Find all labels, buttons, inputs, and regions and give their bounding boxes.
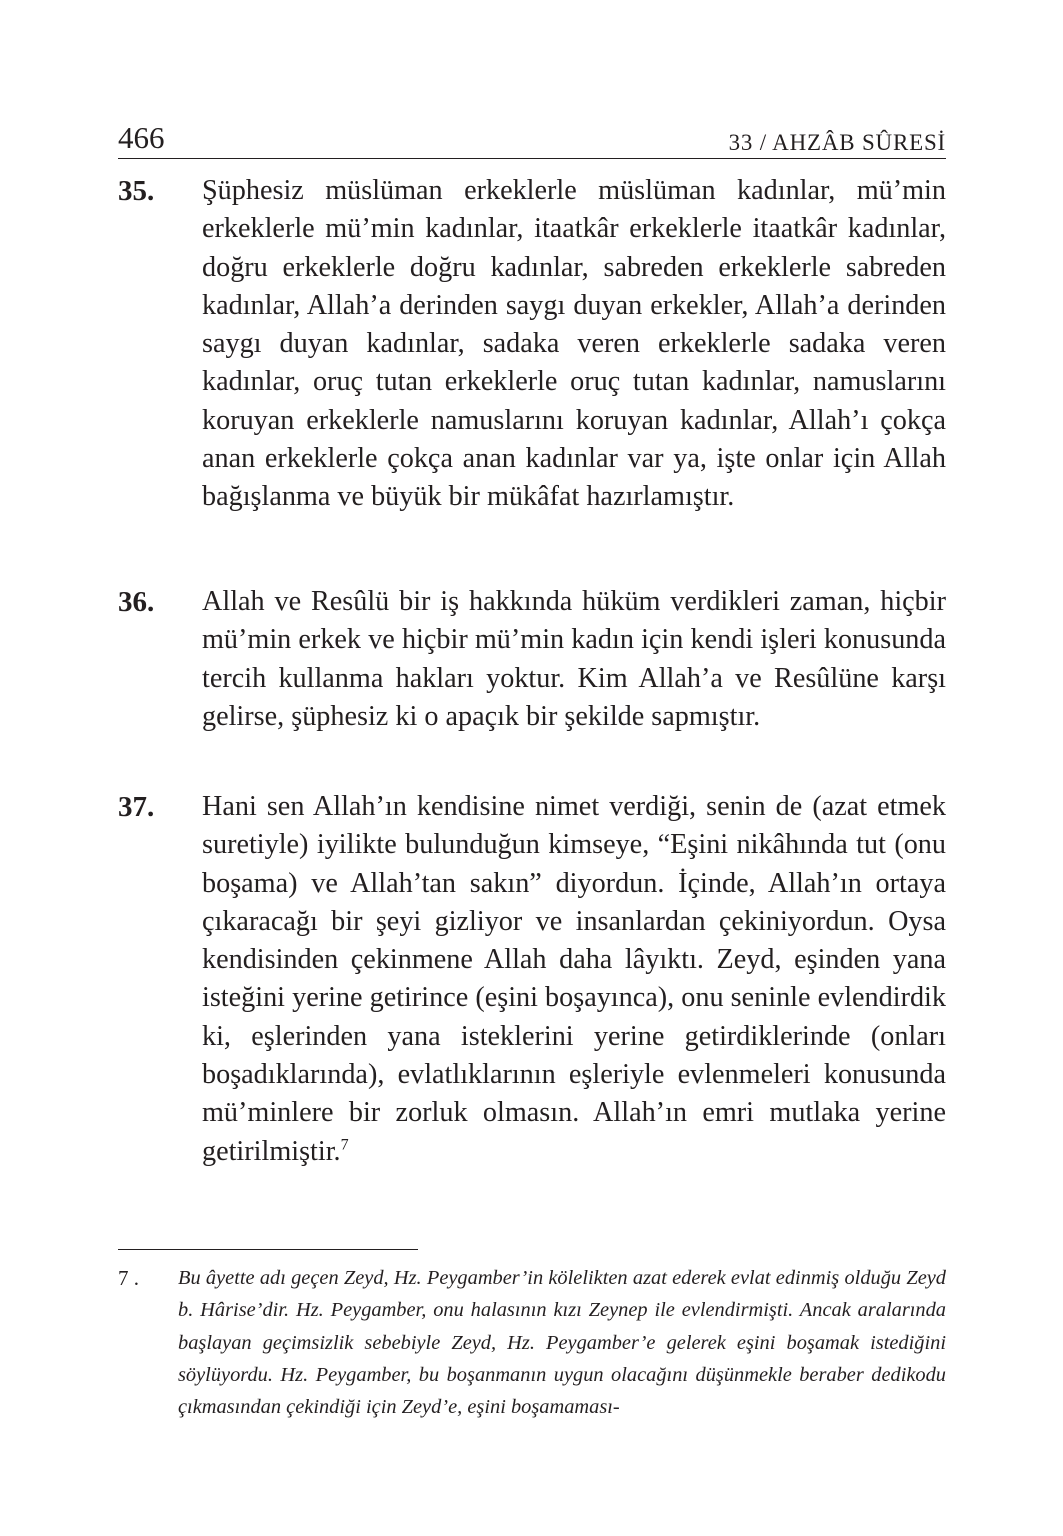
footnote-text: Bu âyette adı geçen Zeyd, Hz. Peygamber’in kölelikten azat ederek evlat edinmiş olduğu Zeyd b. Hârise’dir. Hz. Peygamber, onu halasının kızı Zeynep ile evlendirmişti. Ancak aralarında başlayan geçimsizlik sebebiyle Zeyd, Hz. Peygamber’e gelerek eşini boşamak istediğini söylüyordu. Hz. Peygamber, bu boşanmanın uygun olacağını düşünmekle beraber dedikodu çıkmasından çekindiği için Zeyd’e, eşini boşamaması- xyxy=(178,1267,946,1419)
verse-number: 36. xyxy=(118,586,155,618)
footnote-7 xyxy=(118,1262,946,1423)
verse-text xyxy=(202,788,946,1171)
verse-text: Allah ve Resûlü bir iş hakkında hüküm verdikleri zaman, hiçbir mü’min erkek ve hiçbir mü’min kadın için kendi işleri konusunda tercih kullanma hakları yoktur. Kim Allah’a ve Resûlüne karşı gelirse, şüphesiz ki o apaçık bir şekilde sapmıştır. xyxy=(202,586,946,732)
verse-text: Şüphesiz müslüman erkeklerle müslüman kadınlar, mü’min erkeklerle mü’min kadınlar, itaatkâr erkeklerle itaatkâr kadınlar, doğru erkeklerle doğru kadınlar, sabreden erkeklerle sabreden kadınlar, Allah’a derinden saygı duyan erkekler, Allah’a derinden saygı duyan kadınlar, sadaka veren erkeklerle sadaka veren kadınlar, oruç tutan erkeklerle oruç tutan kadınlar, namuslarını koruyan erkeklerle namuslarını koruyan kadınlar, Allah’ı çokça anan erkeklerle çokça anan kadınlar var ya, işte onlar için Allah bağışlanma ve büyük bir mükâfat hazırlamıştır. xyxy=(202,175,946,513)
running-head: 33 / AHZÂB SÛRESİ xyxy=(728,130,946,155)
verse-number: 35. xyxy=(118,175,155,207)
verse-number: 37. xyxy=(118,791,155,823)
verse-36 xyxy=(118,583,946,736)
page-header xyxy=(118,112,946,159)
verse-35 xyxy=(118,172,946,517)
footnote-number: 7 . xyxy=(118,1266,139,1290)
page-number: 466 xyxy=(118,120,165,155)
footnote-reference[interactable]: 7 xyxy=(340,1136,349,1154)
verse-text-body: Hani sen Allah’ın kendisine nimet verdiği, senin de (azat etmek suretiyle) iyilikte bulunduğun kimseye, “Eşini nikâhında tut (onu boşama) ve Allah’tan sakın” diyordun. İçinde, Allah’ın ortaya çıkaracağı bir şeyi gizliyor ve insanlardan çekiniyordun. Oysa kendisinden çekinmene Allah daha lâyıktı. Zeyd, eşinden yana isteğini yerine getirince (eşini boşayınca), onu seninle evlendirdik ki, eşlerinden yana isteklerini yerine getirdiklerinde (onları boşadıklarında), evlatlıklarının eşleriyle evlenmeleri konusunda mü’minlere bir zorluk olmasın. Allah’ın emri mutlaka yerine getirilmiştir. xyxy=(202,791,946,1167)
verse-37 xyxy=(118,788,946,1171)
footnote-separator xyxy=(118,1249,418,1250)
